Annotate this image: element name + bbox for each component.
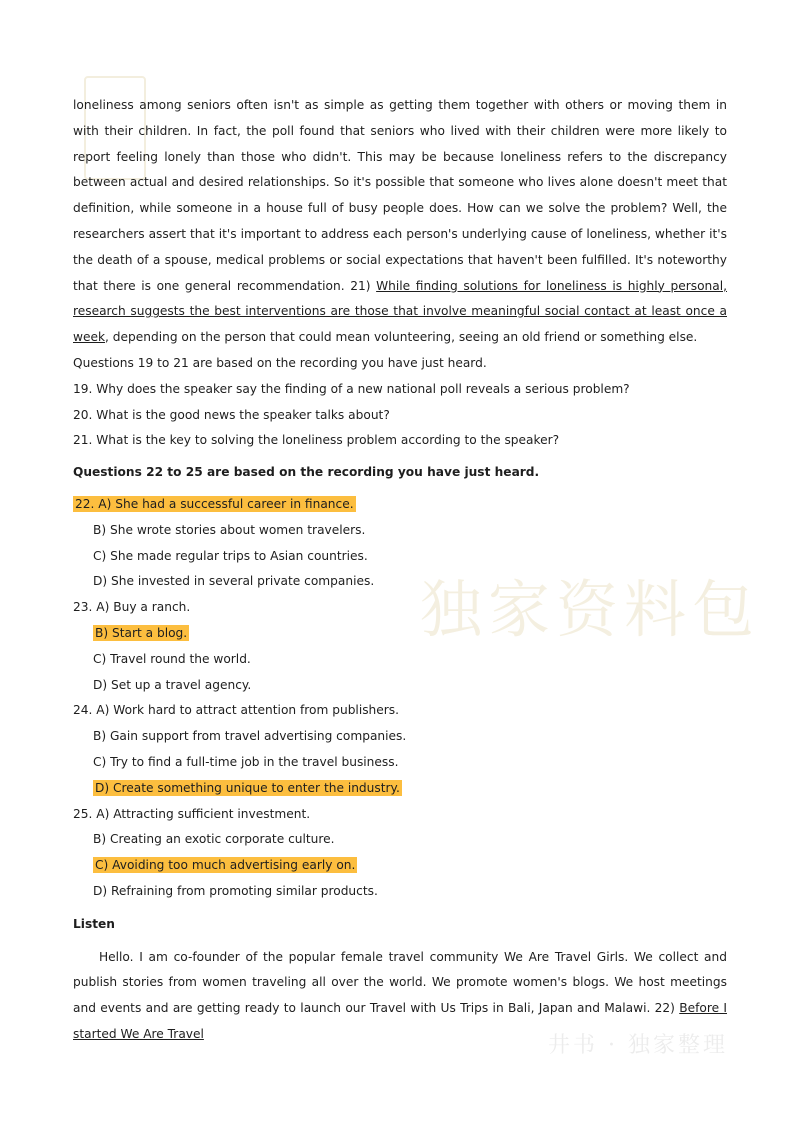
- option-b: B) Creating an exotic corporate culture.: [93, 832, 335, 847]
- question-21: 21. What is the key to solving the loneliness problem according to the speaker?: [73, 433, 560, 448]
- answer-underline-22: Before I started We Are Travel: [73, 1001, 727, 1041]
- answer-underline-21: While finding solutions for loneliness is highly personal, research suggests the best interventions are those that involve meaningful social contact at least once a week: [73, 278, 727, 345]
- option-a: A) Buy a ranch.: [96, 600, 191, 615]
- option-d: D) She invested in several private companies.: [93, 574, 375, 589]
- question-23: 23. A) Buy a ranch. B) Start a blog. C) Travel round the world. D) Set up a travel agency.: [73, 595, 727, 698]
- option-b: B) She wrote stories about women travelers.: [93, 522, 366, 537]
- listen-paragraph: [73, 945, 727, 1048]
- answer-highlight: 22. A) She had a successful career in finance.: [75, 496, 354, 511]
- option-a: A) Attracting sufficient investment.: [96, 806, 311, 821]
- watermark-footer: 井书 · 独家整理: [548, 1033, 728, 1058]
- passage-paragraph: [73, 93, 727, 351]
- listen-heading: Listen: [73, 916, 115, 931]
- option-a: A) Work hard to attract attention from publishers.: [96, 703, 400, 718]
- watermark-text: 独家资料包: [420, 573, 761, 646]
- option-d-highlighted: D) Create something unique to enter the industry.: [95, 780, 400, 795]
- questions-19-21-intro: Questions 19 to 21 are based on the recording you have just heard.: [73, 355, 487, 370]
- questions-22-25-header: Questions 22 to 25 are based on the recording you have just heard.: [73, 465, 540, 480]
- question-19: 19. Why does the speaker say the finding of a new national poll reveals a serious problem?: [73, 381, 630, 396]
- question-25: 25. A) Attracting sufficient investment. B) Creating an exotic corporate culture. C) Avoiding too much advertising early on. D) Refraining from promoting similar products.: [73, 802, 727, 905]
- option-a: A) She had a successful career in finance.: [98, 496, 354, 511]
- option-d: D) Set up a travel agency.: [93, 677, 252, 692]
- option-b: B) Gain support from travel advertising companies.: [93, 729, 407, 744]
- option-c: C) Try to find a full-time job in the travel business.: [93, 754, 399, 769]
- option-b-highlighted: B) Start a blog.: [95, 625, 188, 640]
- option-c: C) She made regular trips to Asian countries.: [93, 548, 368, 563]
- passage-text: loneliness among seniors often isn't as simple as getting them together with others or moving them in with their children. In fact, the poll found that seniors who lived with their children were more likely to report feeling lonely than those who didn't. This may be because loneliness refers to the discrepancy between actual and desired relationships. So it's possible that someone who lives alone doesn't meet that definition, while someone in a house full of busy people does. How can we solve the problem? Well, the researchers assert that it's important to address each person's underlying cause of loneliness, whether it's the death of a spouse, medical problems or social expectations that haven't been fulfilled. It's noteworthy that there is one general recommendation. 21): [73, 98, 727, 293]
- option-c: C) Travel round the world.: [93, 651, 251, 666]
- passage-tail: , depending on the person that could mean volunteering, seeing an old friend or something else.: [105, 330, 698, 345]
- listen-text: Hello. I am co-founder of the popular female travel community We Are Travel Girls. We collect and publish stories from women traveling all over the world. We promote women's blogs. We host meetings and events and are getting ready to launch our Travel with Us Trips in Bali, Japan and Malawi. 22): [73, 949, 727, 1016]
- option-c-highlighted: C) Avoiding too much advertising early on.: [95, 858, 356, 873]
- document-content: [73, 93, 727, 1048]
- question-24: 24. A) Work hard to attract attention from publishers. B) Gain support from travel advertising companies. C) Try to find a full-time job in the travel business. D) Create something unique to enter the industry.: [73, 698, 727, 801]
- question-20: 20. What is the good news the speaker talks about?: [73, 407, 390, 422]
- question-22: [73, 492, 727, 595]
- option-d: D) Refraining from promoting similar products.: [93, 883, 378, 898]
